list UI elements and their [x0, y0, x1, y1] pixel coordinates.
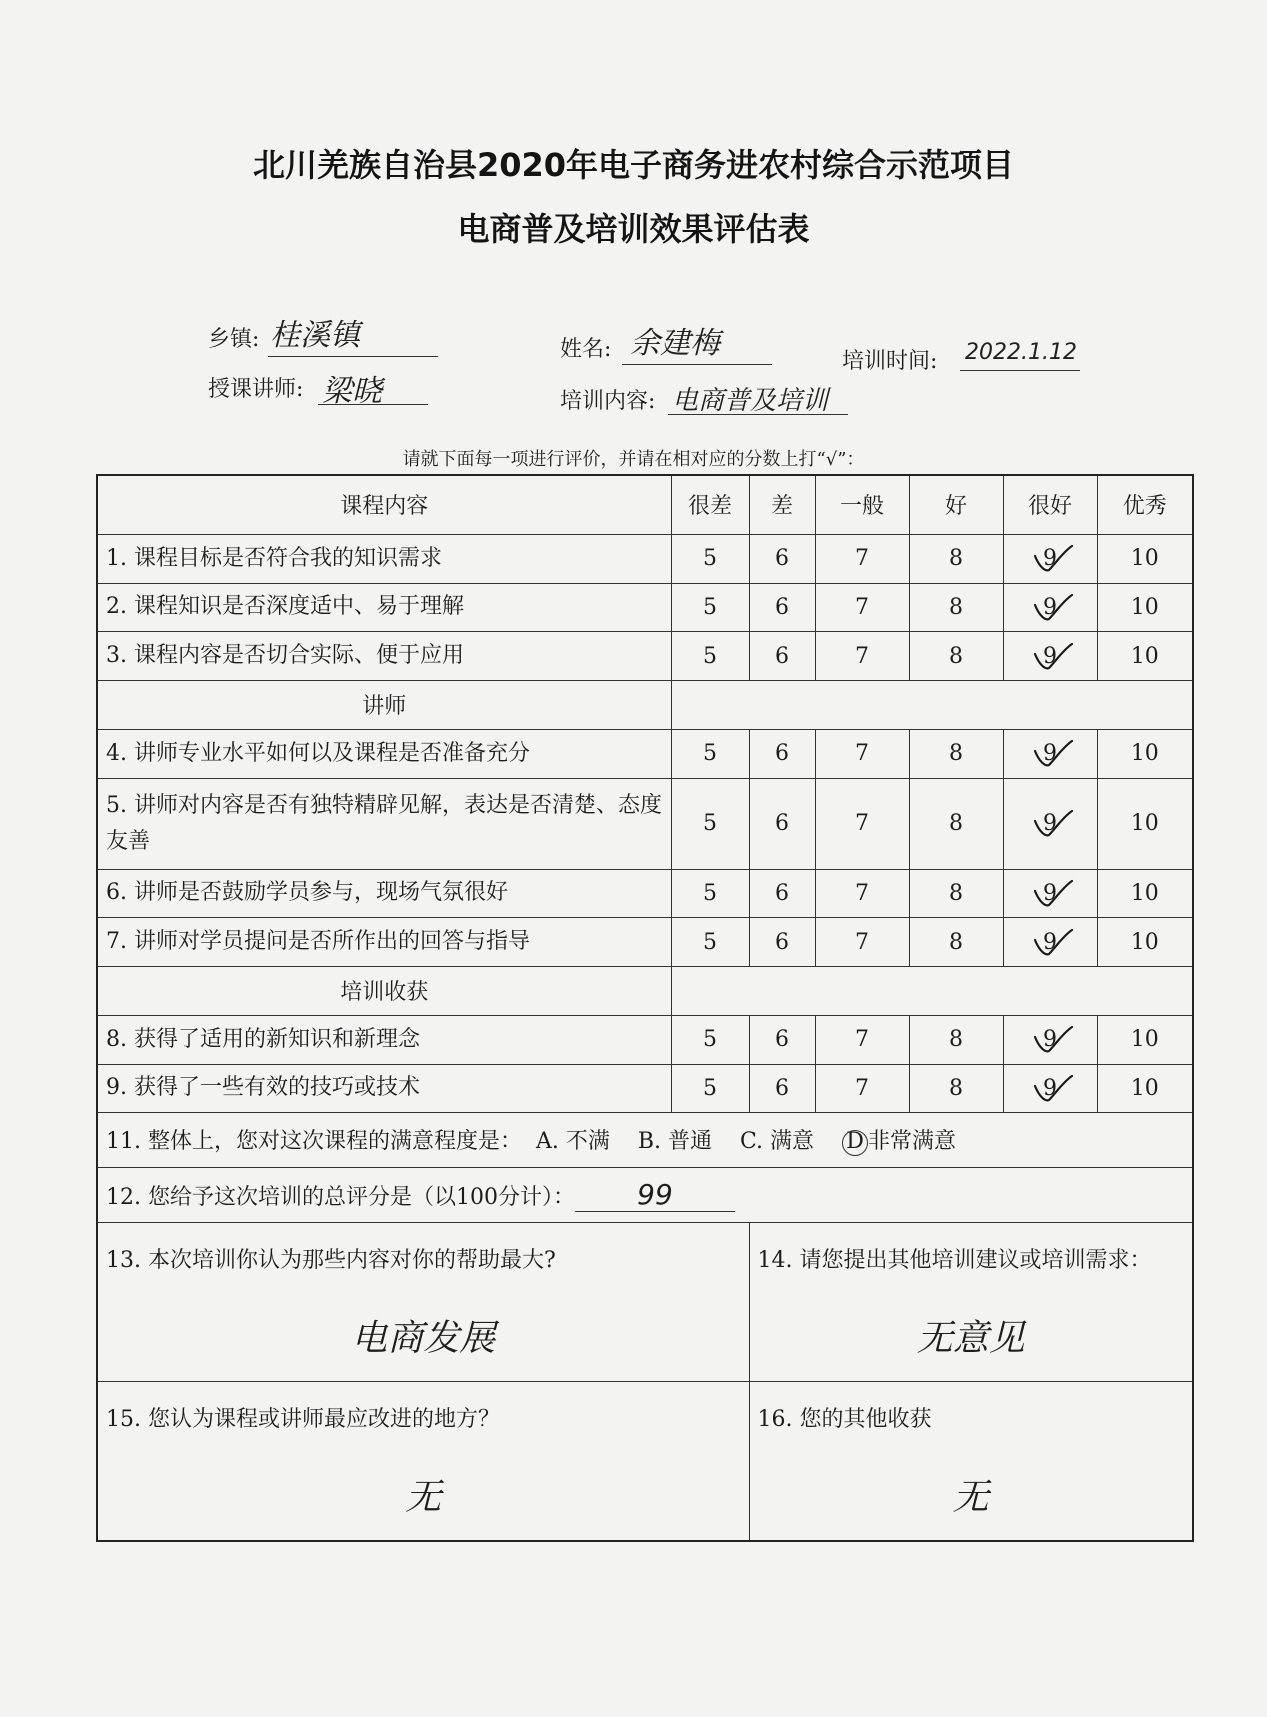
score-option[interactable] — [1003, 869, 1097, 918]
score-value: 10 — [1130, 594, 1159, 620]
header-col-3: 好 — [909, 475, 1003, 534]
question-text: 5. 讲师对内容是否有独特精辟见解，表达是否清楚、态度友善 — [97, 778, 671, 869]
score-option[interactable] — [909, 918, 1003, 967]
question-row — [97, 918, 1193, 967]
score-option[interactable] — [749, 583, 815, 632]
question-row — [97, 1015, 1193, 1064]
score-option[interactable] — [749, 869, 815, 918]
score-value: 7 — [855, 811, 869, 837]
q13-answer[interactable]: 电商发展 — [351, 1318, 496, 1360]
checked-score — [1043, 546, 1057, 571]
q12-answer[interactable]: 99 — [575, 1178, 735, 1212]
score-value: 10 — [1130, 546, 1159, 572]
score-option[interactable] — [1097, 1015, 1193, 1064]
q11-option-d-letter: D — [842, 1130, 868, 1156]
q11-option-d-text: 非常满意 — [868, 1129, 957, 1155]
q13-label: 13. 本次培训你认为那些内容对你的帮助最大? — [106, 1248, 556, 1274]
question-row — [97, 632, 1193, 681]
score-value: 8 — [949, 546, 963, 572]
score-option[interactable] — [749, 1015, 815, 1064]
question-text: 2. 课程知识是否深度适中、易于理解 — [97, 583, 671, 632]
q12-label: 12. 您给予这次培训的总评分是（以100分计）： — [106, 1185, 575, 1211]
score-value: 7 — [855, 1027, 869, 1053]
score-value: 6 — [775, 741, 789, 767]
name-underline — [622, 364, 772, 365]
score-value: 7 — [855, 929, 869, 955]
open-question-box[interactable] — [97, 1223, 749, 1382]
score-option[interactable] — [909, 583, 1003, 632]
score-value: 5 — [703, 741, 717, 767]
q15-answer[interactable]: 无 — [405, 1477, 442, 1519]
score-value: 5 — [703, 546, 717, 572]
score-value: 9 — [1043, 811, 1057, 837]
score-option[interactable] — [1003, 778, 1097, 869]
score-value: 5 — [703, 1075, 717, 1101]
question-text: 9. 获得了一些有效的技巧或技术 — [97, 1064, 671, 1113]
score-value: 5 — [703, 1027, 717, 1053]
section-blank — [671, 681, 1193, 730]
score-value: 8 — [949, 929, 963, 955]
content-label: 培训内容: — [560, 389, 656, 414]
score-value: 8 — [949, 643, 963, 669]
score-option[interactable] — [1097, 583, 1193, 632]
score-value: 9 — [1043, 929, 1057, 955]
score-value: 5 — [703, 594, 717, 620]
score-option[interactable] — [1003, 1015, 1097, 1064]
score-option[interactable] — [671, 918, 749, 967]
score-option[interactable] — [1097, 729, 1193, 778]
section-row — [97, 967, 1193, 1016]
score-value: 5 — [703, 811, 717, 837]
time-underline — [960, 370, 1080, 371]
score-value: 9 — [1043, 1027, 1057, 1053]
section-row — [97, 681, 1193, 730]
score-option[interactable] — [1003, 1064, 1097, 1113]
q11-option-d[interactable] — [842, 1129, 956, 1154]
q14-label: 14. 请您提出其他培训建议或培训需求： — [757, 1248, 1152, 1274]
time-label: 培训时间: — [842, 349, 938, 374]
score-option[interactable] — [815, 632, 909, 681]
score-value: 7 — [855, 1075, 869, 1101]
score-option[interactable] — [671, 1064, 749, 1113]
score-option[interactable] — [909, 632, 1003, 681]
header-col-0: 很差 — [671, 475, 749, 534]
score-value: 10 — [1130, 811, 1159, 837]
score-value: 6 — [775, 1027, 789, 1053]
score-value: 8 — [949, 1075, 963, 1101]
question-text: 3. 课程内容是否切合实际、便于应用 — [97, 632, 671, 681]
score-option[interactable] — [749, 778, 815, 869]
score-option[interactable] — [1003, 583, 1097, 632]
score-option[interactable] — [1097, 534, 1193, 583]
checked-score — [1043, 1027, 1057, 1052]
q11-option-a[interactable]: A. 不满 — [535, 1129, 610, 1155]
teacher-underline — [318, 404, 428, 405]
score-value: 7 — [855, 880, 869, 906]
checked-score — [1043, 644, 1057, 669]
q16-label: 16. 您的其他收获 — [757, 1407, 932, 1433]
q11-option-c[interactable]: C. 满意 — [739, 1129, 815, 1155]
score-option[interactable] — [749, 729, 815, 778]
score-value: 9 — [1043, 741, 1057, 767]
open-question-box[interactable] — [97, 1382, 749, 1541]
check-mark-icon — [1033, 926, 1073, 958]
time-value[interactable]: 2022.1.12 — [965, 340, 1077, 365]
q16-answer[interactable]: 无 — [952, 1477, 989, 1519]
score-value: 10 — [1130, 929, 1159, 955]
check-mark-icon — [1033, 640, 1073, 672]
question-row — [97, 778, 1193, 869]
score-value: 6 — [775, 643, 789, 669]
score-value: 8 — [949, 1027, 963, 1053]
score-value: 8 — [949, 880, 963, 906]
teacher-label: 授课讲师: — [208, 377, 304, 402]
question-text: 1. 课程目标是否符合我的知识需求 — [97, 534, 671, 583]
score-option[interactable] — [671, 729, 749, 778]
score-option[interactable] — [815, 534, 909, 583]
check-mark-icon — [1033, 1023, 1073, 1055]
score-value: 9 — [1043, 594, 1057, 620]
q11-label: 11. 整体上，您对这次课程的满意程度是： — [106, 1129, 522, 1155]
score-option[interactable] — [815, 918, 909, 967]
question-text: 7. 讲师对学员提问是否所作出的回答与指导 — [97, 918, 671, 967]
open-question-row — [97, 1382, 1193, 1541]
score-option[interactable] — [749, 918, 815, 967]
check-mark-icon — [1033, 591, 1073, 623]
score-option[interactable] — [749, 1064, 815, 1113]
content-value[interactable]: 电商普及培训 — [672, 386, 829, 416]
score-value: 10 — [1130, 741, 1159, 767]
checked-score — [1043, 811, 1057, 836]
score-option[interactable] — [909, 1015, 1003, 1064]
score-value: 6 — [775, 811, 789, 837]
question-row — [97, 583, 1193, 632]
score-option[interactable] — [749, 534, 815, 583]
score-option[interactable] — [909, 778, 1003, 869]
score-value: 6 — [775, 546, 789, 572]
question-text: 8. 获得了适用的新知识和新理念 — [97, 1015, 671, 1064]
score-option[interactable] — [671, 778, 749, 869]
score-option[interactable] — [671, 1015, 749, 1064]
score-value: 9 — [1043, 1075, 1057, 1101]
question-row — [97, 534, 1193, 583]
question-row — [97, 729, 1193, 778]
name-value[interactable]: 余建梅 — [630, 326, 720, 361]
check-mark-icon — [1033, 737, 1073, 769]
q14-answer[interactable]: 无意见 — [916, 1318, 1025, 1360]
score-option[interactable] — [1097, 778, 1193, 869]
score-option[interactable] — [909, 869, 1003, 918]
score-option[interactable] — [815, 729, 909, 778]
score-value: 6 — [775, 880, 789, 906]
section-blank — [671, 967, 1193, 1016]
instruction-text: 请就下面每一项进行评价，并请在相对应的分数上打“√”： — [402, 449, 865, 470]
question-text: 4. 讲师专业水平如何以及课程是否准备充分 — [97, 729, 671, 778]
score-value: 10 — [1130, 1075, 1159, 1101]
score-option[interactable] — [671, 869, 749, 918]
score-value: 6 — [775, 594, 789, 620]
score-option[interactable] — [1003, 918, 1097, 967]
open-question-box[interactable] — [749, 1223, 1193, 1382]
score-value: 9 — [1043, 880, 1057, 906]
check-mark-icon — [1033, 1072, 1073, 1104]
score-option[interactable] — [671, 583, 749, 632]
header-col-2: 一般 — [815, 475, 909, 534]
checked-score — [1043, 881, 1057, 906]
score-value: 6 — [775, 929, 789, 955]
score-value: 10 — [1130, 880, 1159, 906]
header-col-1: 差 — [749, 475, 815, 534]
score-value: 8 — [949, 811, 963, 837]
score-value: 5 — [703, 929, 717, 955]
score-option[interactable] — [815, 778, 909, 869]
open-question-row — [97, 1223, 1193, 1382]
score-option[interactable] — [1097, 1064, 1193, 1113]
question-text: 6. 讲师是否鼓励学员参与，现场气氛很好 — [97, 869, 671, 918]
satisfaction-row — [97, 1113, 1193, 1168]
score-value: 5 — [703, 880, 717, 906]
form-subtitle: 电商普及培训效果评估表 — [457, 210, 810, 248]
checked-score — [1043, 930, 1057, 955]
score-option[interactable] — [909, 729, 1003, 778]
check-mark-icon — [1033, 877, 1073, 909]
score-option[interactable] — [909, 534, 1003, 583]
form-title: 北川羌族自治县2020年电子商务进农村综合示范项目 — [252, 146, 1015, 184]
score-value: 8 — [949, 594, 963, 620]
header-col-5: 优秀 — [1097, 475, 1193, 534]
evaluation-table — [96, 474, 1194, 1542]
score-option[interactable] — [815, 869, 909, 918]
score-value: 9 — [1043, 643, 1057, 669]
section-title: 讲师 — [97, 681, 671, 730]
score-value: 6 — [775, 1075, 789, 1101]
town-label: 乡镇: — [208, 327, 260, 352]
check-mark-icon — [1033, 542, 1073, 574]
score-value: 7 — [855, 741, 869, 767]
score-option[interactable] — [1097, 918, 1193, 967]
name-label: 姓名: — [560, 337, 612, 362]
satisfaction-question — [97, 1113, 1193, 1168]
total-score-question — [97, 1168, 1193, 1223]
score-option[interactable] — [909, 1064, 1003, 1113]
score-value: 10 — [1130, 643, 1159, 669]
header-course-content: 课程内容 — [97, 475, 671, 534]
score-value: 10 — [1130, 1027, 1159, 1053]
score-option[interactable] — [1097, 869, 1193, 918]
content-underline — [668, 414, 848, 415]
score-value: 7 — [855, 594, 869, 620]
checked-score — [1043, 741, 1057, 766]
teacher-value[interactable]: 梁晓 — [322, 374, 382, 409]
question-row — [97, 1064, 1193, 1113]
q15-label: 15. 您认为课程或讲师最应改进的地方？ — [106, 1407, 500, 1433]
score-option[interactable] — [1097, 632, 1193, 681]
section-title: 培训收获 — [97, 967, 671, 1016]
score-option[interactable] — [815, 583, 909, 632]
check-mark-icon — [1033, 807, 1073, 839]
open-question-box[interactable] — [749, 1382, 1193, 1541]
town-value[interactable]: 桂溪镇 — [270, 318, 360, 353]
score-option[interactable] — [1003, 729, 1097, 778]
town-underline — [268, 356, 438, 357]
score-option[interactable] — [749, 632, 815, 681]
score-value: 7 — [855, 546, 869, 572]
header-col-4: 很好 — [1003, 475, 1097, 534]
score-option[interactable] — [815, 1015, 909, 1064]
score-option[interactable] — [815, 1064, 909, 1113]
score-option[interactable] — [671, 632, 749, 681]
score-value: 8 — [949, 741, 963, 767]
checked-score — [1043, 1076, 1057, 1101]
table-header-row — [97, 475, 1193, 534]
score-option[interactable] — [671, 534, 749, 583]
total-score-row — [97, 1168, 1193, 1223]
score-value: 9 — [1043, 546, 1057, 572]
score-value: 7 — [855, 643, 869, 669]
q11-option-b[interactable]: B. 普通 — [637, 1129, 712, 1155]
score-option[interactable] — [1003, 632, 1097, 681]
checked-score — [1043, 595, 1057, 620]
question-row — [97, 869, 1193, 918]
score-value: 5 — [703, 643, 717, 669]
score-option[interactable] — [1003, 534, 1097, 583]
